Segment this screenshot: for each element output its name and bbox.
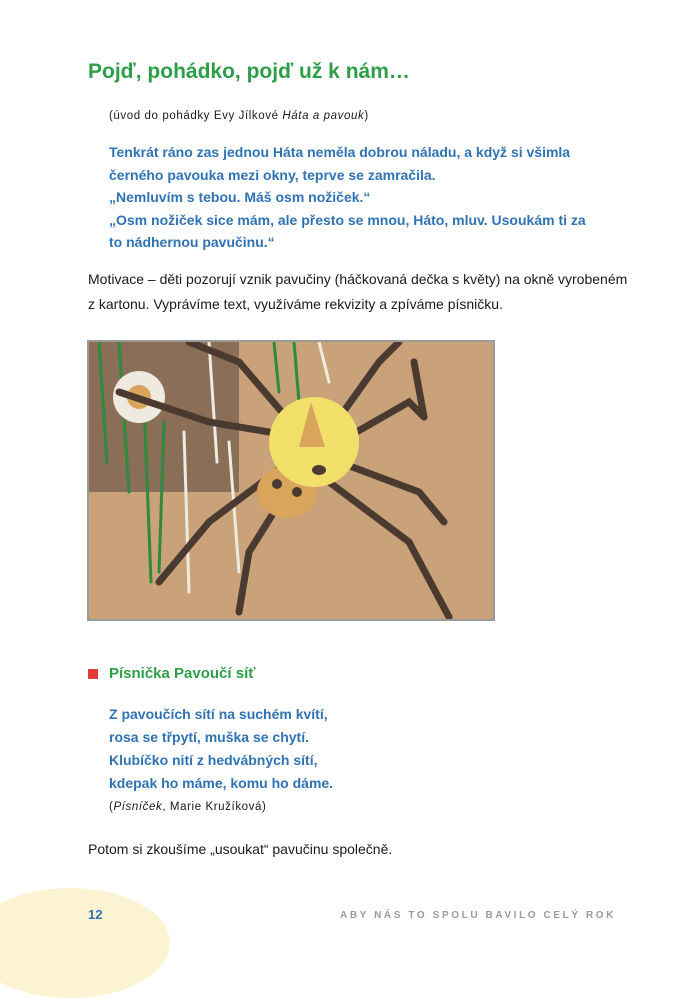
lyric-line: Klubíčko nití z hedvábných sítí, — [109, 752, 318, 768]
spider-craft-illustration — [89, 342, 493, 619]
dialogue-line: Tenkrát ráno zas jednou Háta neměla dobrou náladu, a když si všimla — [109, 144, 571, 160]
running-title: ABY NÁS TO SPOLU BAVILO CELÝ ROK — [340, 910, 616, 921]
intro-open: (úvod do pohádky Evy Jílkové — [109, 110, 283, 122]
dialogue-line: černého pavouka mezi okny, teprve se zamračila. — [109, 166, 436, 183]
lyric-line: kdepak ho máme, komu ho dáme. — [109, 775, 334, 791]
song-lyrics — [109, 703, 333, 795]
story-dialogue — [109, 141, 629, 254]
motivation-paragraph: Motivace – děti pozorují vznik pavučiny (háčkovaná dečka s květy) na okně vyrobeném z kartonu. Vyprávíme text, využíváme rekvizity a zpíváme písničku. — [88, 271, 628, 312]
song-title: Písnička Pavoučí síť — [109, 665, 256, 682]
dialogue-line: „Osm nožiček sice mám, ale přesto se mnou, Háto, mluv. Usoukám ti za — [109, 211, 586, 228]
spider-craft-photo — [87, 340, 495, 621]
lyric-line: rosa se třpytí, muška se chytí. — [109, 729, 309, 745]
square-bullet-icon — [88, 669, 98, 679]
page-number: 12 — [88, 907, 103, 922]
song-heading — [88, 665, 255, 682]
page-title: Pojď, pohádko, pojď už k nám… — [88, 60, 410, 83]
intro-note — [109, 110, 369, 122]
intro-story-title: Háta a pavouk — [282, 110, 365, 122]
spider-eye — [292, 487, 302, 497]
source-open: ( — [109, 801, 114, 813]
spider-eye — [272, 479, 282, 489]
spider-mouth — [312, 465, 326, 475]
dialogue-line: to nádhernou pavučinu.“ — [109, 234, 275, 250]
intro-close: ) — [364, 110, 369, 122]
closing-sentence: Potom si zkoušíme „usoukat“ pavučinu společně. — [88, 841, 393, 857]
song-source — [109, 801, 266, 813]
footer-decoration — [0, 888, 170, 998]
dialogue-line: „Nemluvím s tebou. Máš osm nožiček.“ — [109, 189, 371, 205]
lyric-line: Z pavoučích sítí na suchém kvítí, — [109, 706, 328, 722]
source-title: Písníček — [113, 801, 163, 813]
source-author: , Marie Kružíková) — [162, 801, 267, 813]
